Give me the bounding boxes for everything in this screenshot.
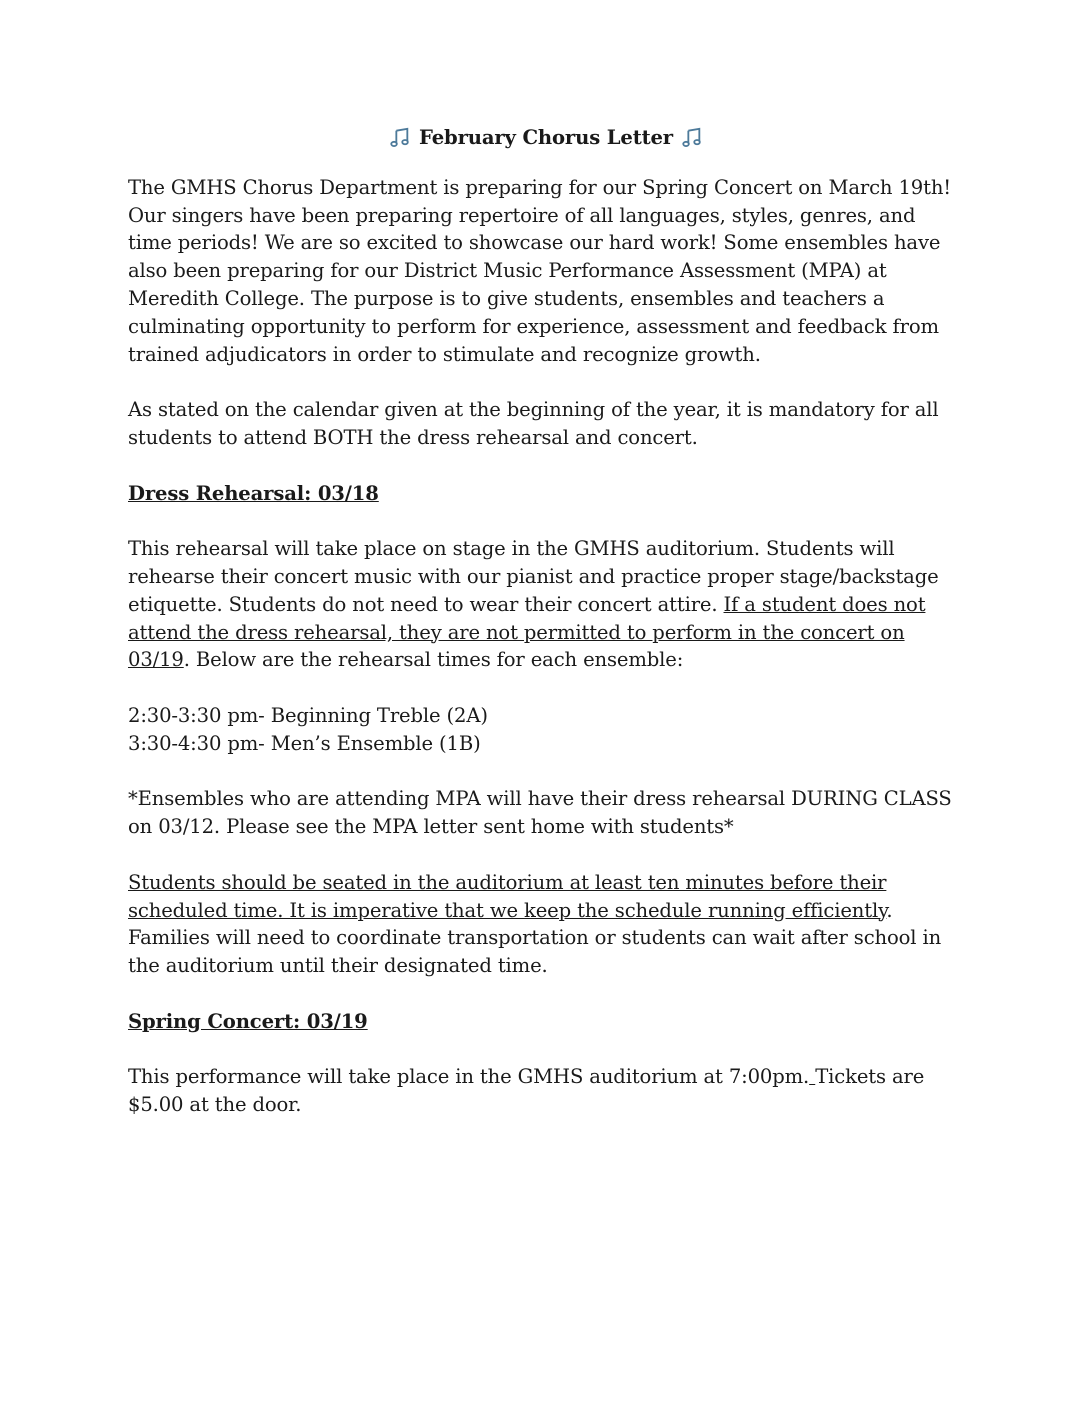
mandatory-paragraph: As stated on the calendar given at the beginning of the year, it is mandatory for all students to attend BOTH the dress rehearsal and concert. bbox=[128, 398, 939, 449]
title-text: February Chorus Letter bbox=[419, 126, 673, 149]
letter-page bbox=[128, 124, 964, 1147]
seating-text-end: . Families will need to coordinate transportation or students can wait after school in the auditorium until their designated time. bbox=[128, 898, 942, 978]
rehearsal-times-list bbox=[128, 702, 964, 758]
intro-paragraph: The GMHS Chorus Department is preparing for our Spring Concert on March 19th! Our singers have been preparing repertoire of all languages, styles, genres, and time periods! We are so excited to showcase our hard work! Some ensembles have also been preparing for our District Music Performance Assessment (MPA) at Meredith College. The purpose is to give students, ensembles and teachers a culminating opportunity to perform for experience, assessment and feedback from trained adjudicators in order to stimulate and recognize growth. bbox=[128, 175, 952, 366]
dress-rehearsal-text-end: . Below are the rehearsal times for each ensemble: bbox=[183, 648, 684, 672]
music-note-icon bbox=[389, 127, 411, 149]
spring-concert-text-start: This performance will take place in the GMHS auditorium at 7:00pm. bbox=[128, 1065, 810, 1089]
music-note-icon bbox=[681, 127, 703, 149]
seating-underlined-text: Students should be seated in the auditorium at least ten minutes before their scheduled time. It is imperative that we keep the schedule running efficiently bbox=[128, 870, 887, 922]
spring-concert-text-end: Tickets are $5.00 at the door. bbox=[128, 1065, 925, 1117]
rehearsal-time-item: 2:30-3:30 pm- Beginning Treble (2A) bbox=[128, 703, 488, 727]
rehearsal-time-item: 3:30-4:30 pm- Men’s Ensemble (1B) bbox=[128, 731, 481, 755]
spring-concert-heading: Spring Concert: 03/19 bbox=[128, 1009, 368, 1033]
letter-title bbox=[128, 124, 964, 152]
spring-concert-paragraph bbox=[128, 1063, 964, 1119]
mpa-note: *Ensembles who are attending MPA will have their dress rehearsal DURING CLASS on 03/12. Please see the MPA letter sent home with students* bbox=[128, 787, 952, 839]
dress-rehearsal-underlined-text: If a student does not attend the dress rehearsal, they are not permitted to perform in the concert on 03/19 bbox=[128, 592, 926, 672]
dress-rehearsal-heading: Dress Rehearsal: 03/18 bbox=[128, 481, 379, 505]
dress-rehearsal-paragraph bbox=[128, 535, 964, 674]
seating-paragraph bbox=[128, 869, 964, 980]
dress-rehearsal-text-start: This rehearsal will take place on stage in the GMHS auditorium. Students will rehearse their concert music with our pianist and practice proper stage/backstage etiquette. Students do not need to wear their concert attire. bbox=[128, 537, 939, 616]
